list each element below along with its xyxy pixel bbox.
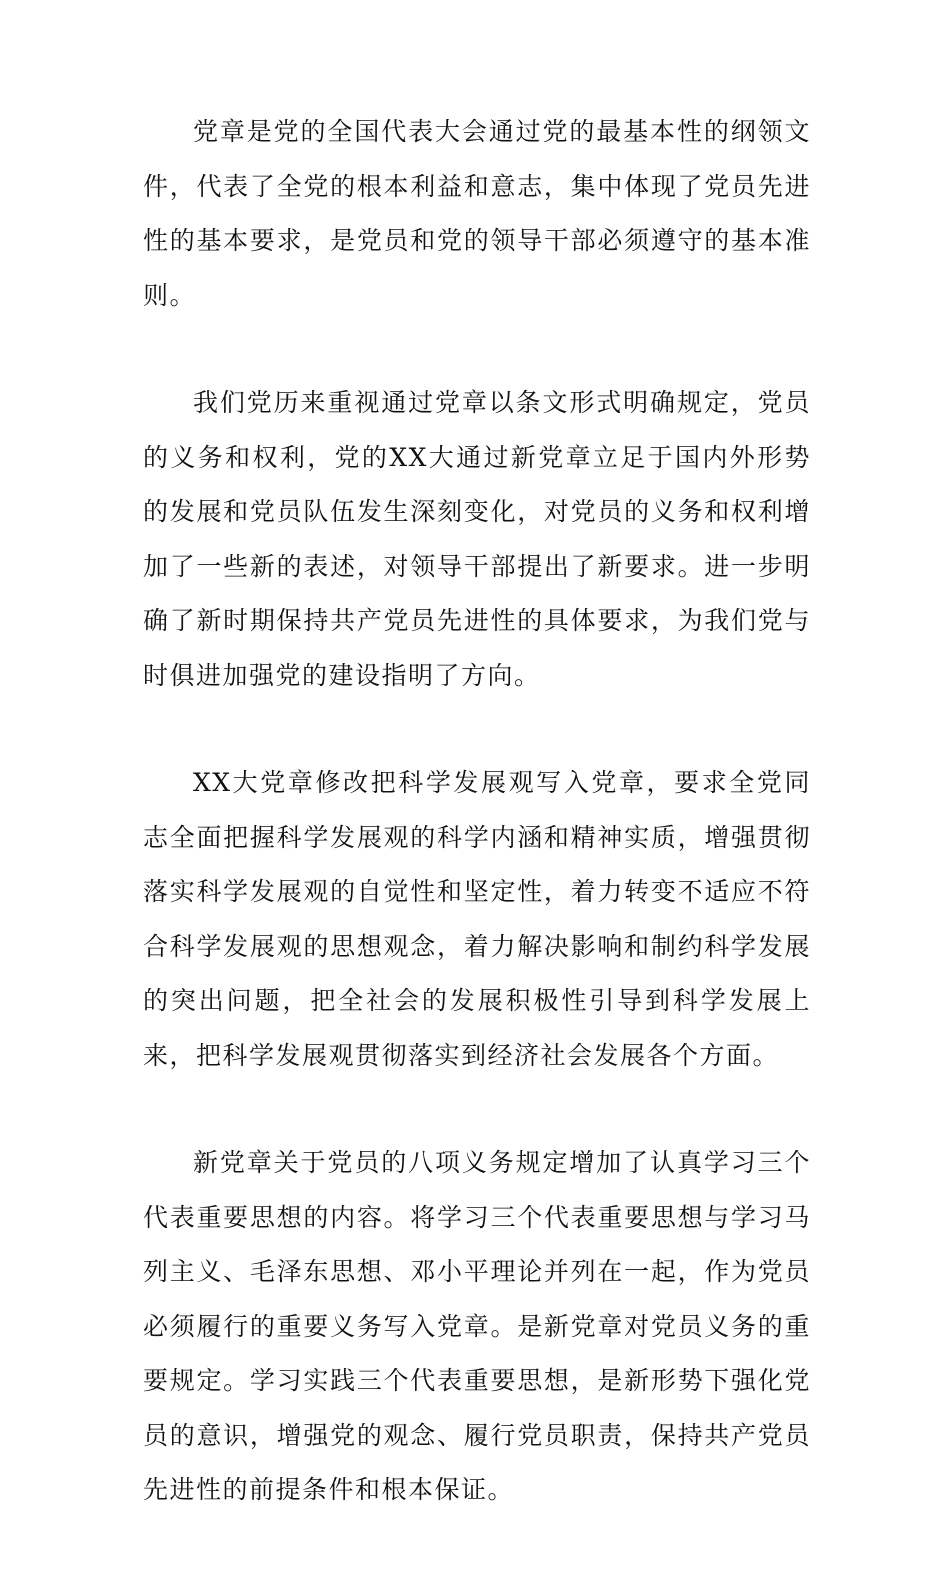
paragraph-2: 我们党历来重视通过党章以条文形式明确规定，党员的义务和权利，党的XX大通过新党章立足于国内外形势的发展和党员队伍发生深刻变化，对党员的义务和权利增加了一些新的表述，对领导干部提出了新要求。进一步明确了新时期保持共产党员先进性的具体要求，为我们党与时俱进加强党的建设指明了方向。 — [143, 388, 811, 690]
paragraph-4: 新党章关于党员的八项义务规定增加了认真学习三个代表重要思想的内容。将学习三个代表重要思想与学习马列主义、毛泽东思想、邓小平理论并列在一起，作为党员必须履行的重要义务写入党章。是新党章对党员义务的重要规定。学习实践三个代表重要思想，是新形势下强化党员的意识，增强党的观念、履行党员职责，保持共产党员先进性的前提条件和根本保证。 — [143, 1148, 811, 1504]
paragraph-1: 党章是党的全国代表大会通过党的最基本性的纲领文件，代表了全党的根本利益和意志，集中体现了党员先进性的基本要求，是党员和党的领导干部必须遵守的基本准则。 — [143, 117, 811, 310]
document-body — [143, 105, 811, 1571]
paragraph-3: XX大党章修改把科学发展观写入党章，要求全党同志全面把握科学发展观的科学内涵和精神实质，增强贯彻落实科学发展观的自觉性和坚定性，着力转变不适应不符合科学发展观的思想观念，着力解决影响和制约科学发展的突出问题，把全社会的发展积极性引导到科学发展上来，把科学发展观贯彻落实到经济社会发展各个方面。 — [143, 768, 811, 1070]
